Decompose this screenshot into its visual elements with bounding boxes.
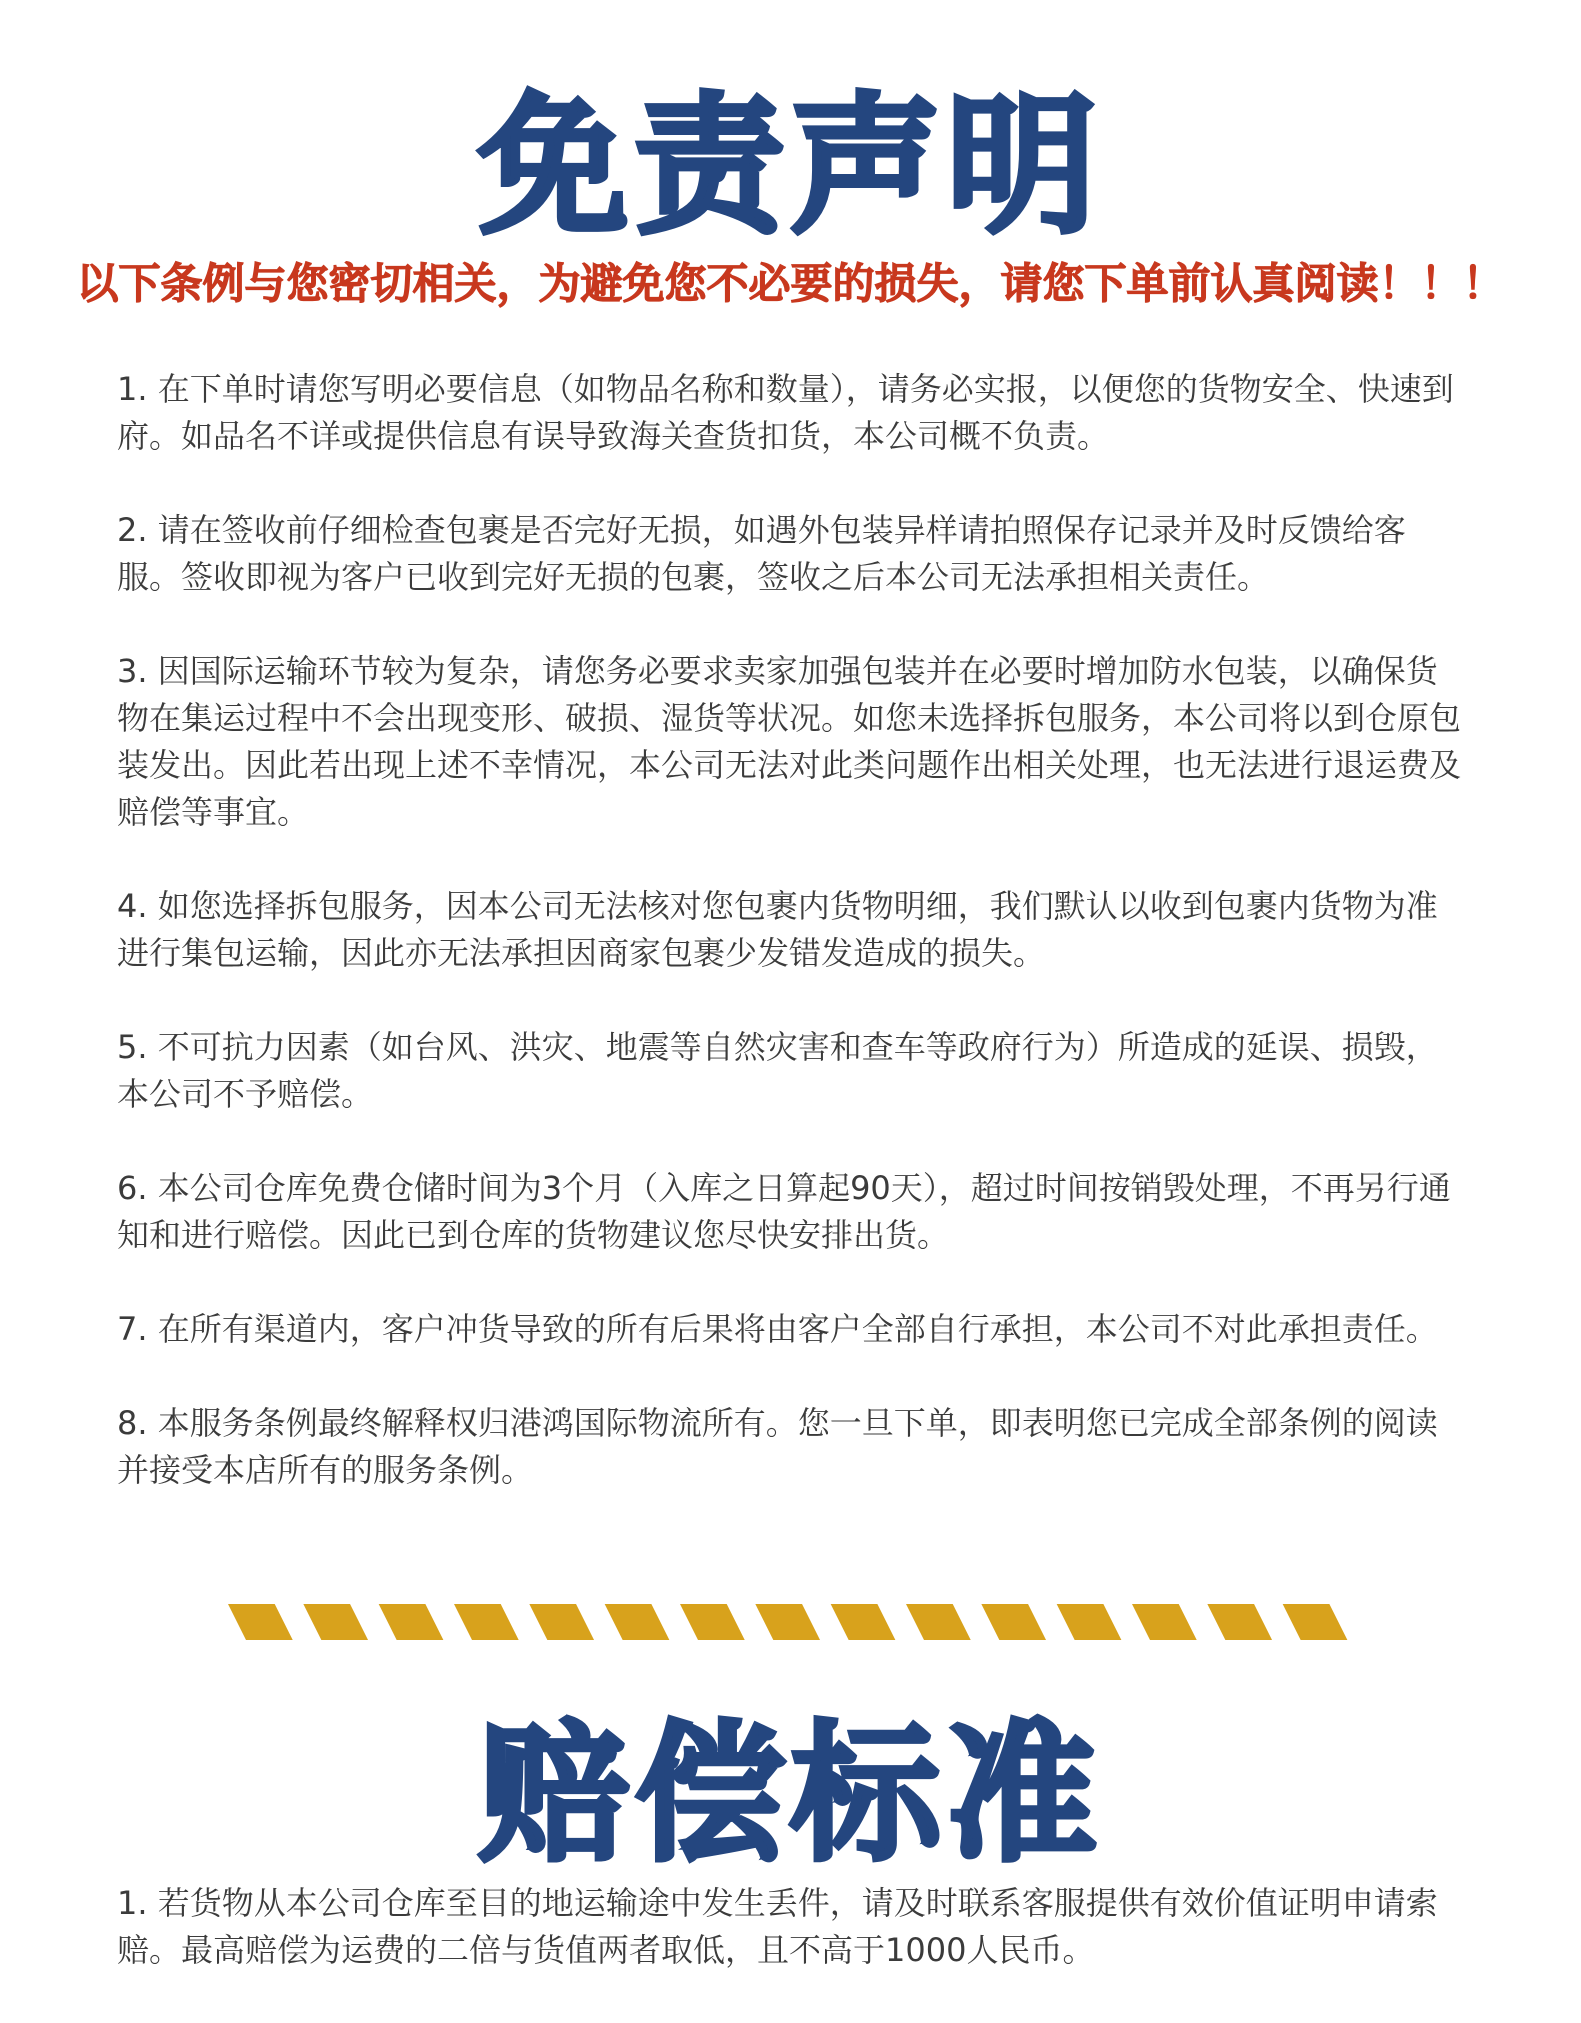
hazard-stripe [981,1604,1046,1640]
hazard-stripe [303,1604,368,1640]
hazard-stripe [1283,1604,1348,1640]
disclaimer-clause-list [117,366,1467,1541]
disclaimer-clause-5: 5. 不可抗力因素（如台风、洪灾、地震等自然灾害和查车等政府行为）所造成的延误、损毁，本公司不予赔偿。 [117,1028,1438,1113]
disclaimer-clause-6: 6. 本公司仓库免费仓储时间为3个月（入库之日算起90天），超过时间按销毁处理，不再另行通知和进行赔偿。因此已到仓库的货物建议您尽快安排出货。 [117,1169,1451,1254]
disclaimer-clause-4: 4. 如您选择拆包服务，因本公司无法核对您包裹内货物明细，我们默认以收到包裹内货物为准进行集包运输，因此亦无法承担因商家包裹少发错发造成的损失。 [117,887,1438,972]
disclaimer-clause-3: 3. 因国际运输环节较为复杂，请您务必要求卖家加强包装并在必要时增加防水包装，以确保货物在集运过程中不会出现变形、破损、湿货等状况。如您未选择拆包服务，本公司将以到仓原包装发出。因此若出现上述不幸情况，本公司无法对此类问题作出相关处理，也无法进行退运费及赔偿等事宜。 [117,652,1462,831]
disclaimer-warning: 以下条例与您密切相关，为避免您不必要的损失，请您下单前认真阅读！！！ [76,259,1505,308]
hazard-stripe-divider [228,1602,1358,1642]
hazard-stripe [831,1604,896,1640]
hazard-stripe [906,1604,971,1640]
compensation-clause-list [117,1880,1467,2021]
compensation-title: 赔偿标准 [478,1708,1103,1882]
hazard-stripe-graphic [228,1602,1358,1642]
disclaimer-clause-2: 2. 请在签收前仔细检查包裹是否完好无损，如遇外包装异样请拍照保存记录并及时反馈给客服。签收即视为客户已收到完好无损的包裹，签收之后本公司无法承担相关责任。 [117,511,1406,596]
hazard-stripe [228,1604,293,1640]
hazard-stripe [1207,1604,1272,1640]
hazard-stripe [605,1604,670,1640]
disclaimer-title: 免责声明 [478,80,1103,254]
hazard-stripe [529,1604,594,1640]
hazard-stripe [680,1604,745,1640]
hazard-stripe [454,1604,519,1640]
disclaimer-clause-1: 1. 在下单时请您写明必要信息（如物品名称和数量），请务必实报，以便您的货物安全、快速到府。如品名不详或提供信息有误导致海关查货扣货，本公司概不负责。 [117,370,1454,455]
hazard-stripe [755,1604,820,1640]
hazard-stripe [1057,1604,1122,1640]
hazard-stripe [379,1604,444,1640]
compensation-clause-1: 1. 若货物从本公司仓库至目的地运输途中发生丢件，请及时联系客服提供有效价值证明申请索赔。最高赔偿为运费的二倍与货值两者取低，且不高于1000人民币。 [117,1884,1438,1969]
disclaimer-clause-8: 8. 本服务条例最终解释权归港鸿国际物流所有。您一旦下单，即表明您已完成全部条例的阅读并接受本店所有的服务条例。 [117,1404,1438,1489]
disclaimer-clause-7: 7. 在所有渠道内，客户冲货导致的所有后果将由客户全部自行承担，本公司不对此承担责任。 [117,1310,1438,1348]
hazard-stripe [1132,1604,1197,1640]
